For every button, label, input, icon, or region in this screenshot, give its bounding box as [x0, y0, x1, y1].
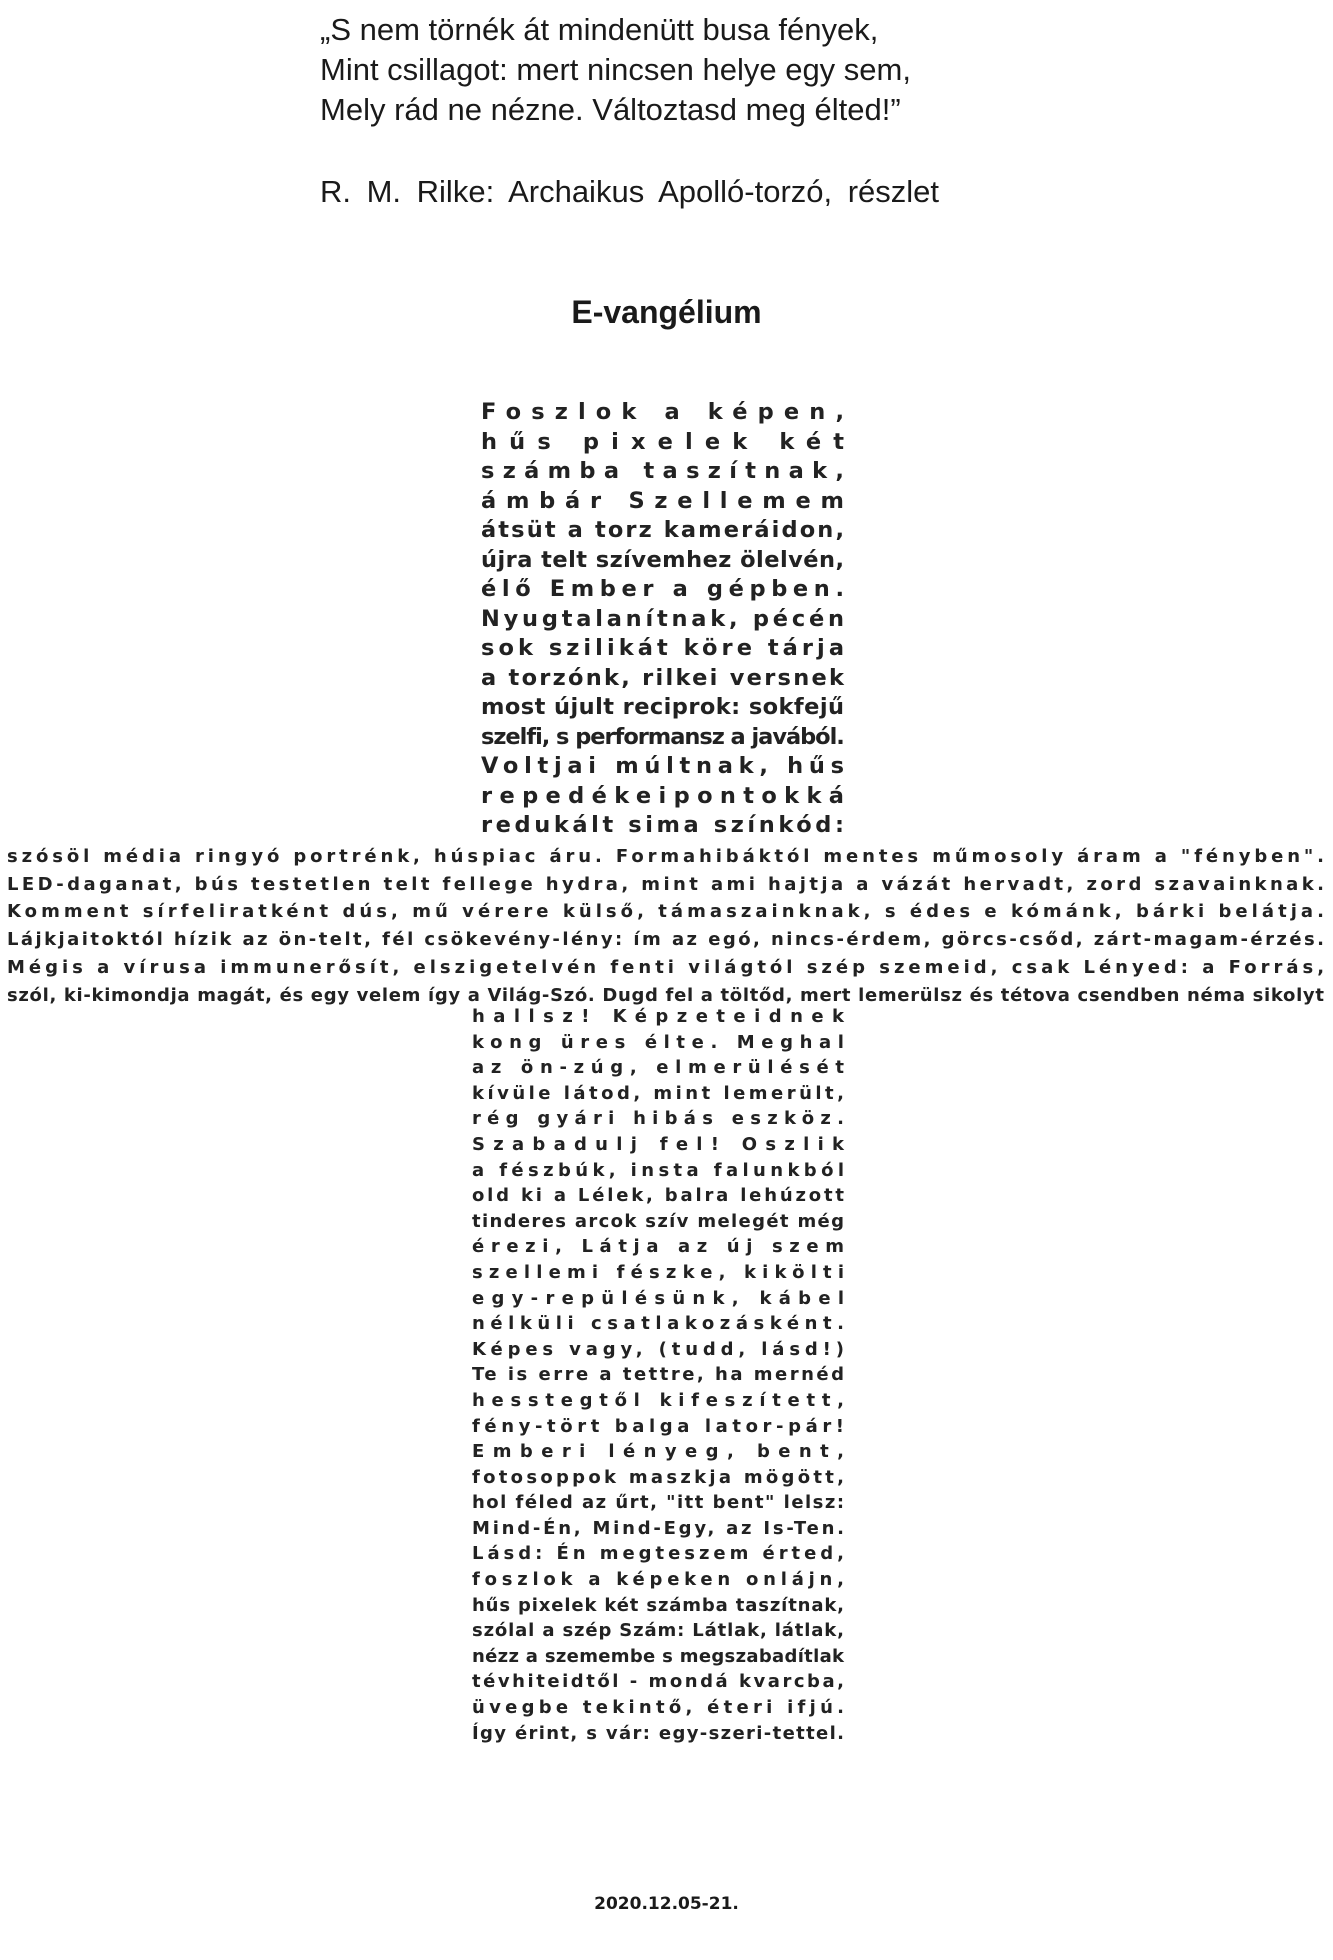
- poem-line: Így érint, s vár: egy-szeri-tettel.: [472, 1722, 846, 1744]
- poem-line: átsüt a torz kameráidon,: [481, 517, 847, 543]
- poem-line: Lájkjaitoktól hízik az ön-telt, fél csökevény-lény: ím az egó, nincs-érdem, görcs-csőd, zárt-magam-érzés.: [7, 929, 1327, 951]
- poem-line: Szabadulj fel! Oszlik: [472, 1133, 853, 1155]
- poem-line: tinderes arcok szív melegét még: [472, 1210, 846, 1232]
- epigraph-line: Mely rád ne nézne. Változtasd meg élted!”: [320, 92, 901, 127]
- poem-date: 2020.12.05-21.: [594, 1894, 739, 1914]
- poem-line: egy-repülésünk, kábel: [472, 1287, 852, 1309]
- epigraph-quote: [320, 10, 1080, 130]
- poem-line: tévhiteidtől - mondá kvarcba,: [472, 1671, 847, 1693]
- poem-line: Képes vagy, (tudd, lásd!): [472, 1338, 849, 1360]
- poem-line: Foszlok a képen,: [481, 399, 855, 425]
- poem-line: szellemi fészke, kikölti: [472, 1261, 851, 1283]
- poem-line: szól, ki-kimondja magát, és egy velem így a Világ-Szó. Dugd fel a töltőd, mert lemerülsz és tétova csendben néma sikolyt: [7, 984, 1325, 1006]
- poem-line: hűs pixelek két: [481, 428, 857, 455]
- poem-line: az ön-zúg, elmerülését: [472, 1057, 851, 1079]
- poem-line: a fészbúk, insta falunkból: [472, 1159, 849, 1181]
- poem-line: hesstegtől kifeszített,: [472, 1389, 851, 1411]
- poem-title: E-vangélium: [571, 294, 762, 330]
- poem-top-block: [481, 398, 857, 841]
- poem-bottom-block: [472, 1004, 853, 1746]
- poem-line: Komment sírfeliratként dús, mű vérere külső, támaszainknak, s édes e kómánk, bárki belátja.: [7, 901, 1329, 923]
- poem-line: szelfi, s performansz a javából.: [481, 723, 844, 750]
- poem-line: hűs pixelek két számba taszítnak,: [472, 1594, 845, 1616]
- poem-line: számba taszítnak,: [481, 458, 853, 484]
- poem-line: nélküli csatlakozásként.: [472, 1313, 850, 1335]
- poem-line: old ki a Lélek, balra lehúzott: [472, 1185, 847, 1207]
- poem-line: ámbár Szellemem: [481, 487, 854, 514]
- poem-wide-block: [7, 843, 1329, 1009]
- poem-line: Mégis a vírusa immunerősít, elszigetelvén fenti világtól szép szemeid, csak Lényed: a Forrás,: [7, 956, 1329, 978]
- poem-line: nézz a szemembe s megszabadítlak: [472, 1645, 845, 1667]
- poem-line: hol féled az űrt, "itt bent" lelsz:: [472, 1492, 846, 1514]
- poem-line: rég gyári hibás eszköz.: [472, 1108, 851, 1130]
- poem-line: érezi, Látja az új szem: [472, 1236, 851, 1258]
- epigraph-attribution: R. M. Rilke: Archaikus Apolló-torzó, részlet: [320, 174, 940, 209]
- poem-line: a torzónk, rilkei versnek: [481, 664, 847, 691]
- poem-line: Voltjai múltnak, hűs: [481, 753, 850, 779]
- poem-line: repedékeipontokká: [481, 782, 852, 809]
- poem-line: Te is erre a tettre, ha mernéd: [472, 1364, 847, 1386]
- poem-line: Nyugtalanítnak, pécén: [481, 605, 848, 632]
- poem-line: most újult reciprok: sokfejű: [481, 694, 845, 720]
- poem-line: LED-daganat, bús testetlen telt fellege hydra, mint ami hajtja a vázát hervadt, zord szavainknak.: [7, 873, 1328, 895]
- epigraph-line: Mint csillagot: mert nincsen helye egy sem,: [320, 52, 911, 87]
- poem-line: szólal a szép Szám: Látlak, látlak,: [472, 1620, 845, 1642]
- poem-line: sok szilikát köre tárja: [481, 635, 849, 661]
- poem-line: fotosoppok maszkja mögött,: [472, 1466, 848, 1488]
- poem-line: foszlok a képeken onlájn,: [472, 1569, 849, 1591]
- epigraph-line: „S nem törnék át mindenütt busa fények,: [320, 12, 879, 47]
- poem-line: Mind-Én, Mind-Egy, az Is-Ten.: [472, 1517, 847, 1539]
- poem-line: redukált sima színkód:: [481, 812, 848, 838]
- poem-line: szósöl média ringyó portrénk, húspiac áru. Formahibáktól mentes műmosoly áram a "fényben".: [7, 846, 1328, 867]
- poem-line: kívüle látod, mint lemerült,: [472, 1082, 848, 1104]
- poem-line: kong üres élte. Meghal: [472, 1031, 851, 1053]
- poem-line: élő Ember a gépben.: [481, 576, 850, 602]
- poem-line: üvegbe tekintő, éteri ifjú.: [472, 1697, 849, 1719]
- poem-line: fény-tört balga lator-pár!: [472, 1415, 849, 1437]
- poem-line: Emberi lényeg, bent,: [472, 1441, 853, 1463]
- poem-line: újra telt szívemhez ölelvén,: [481, 546, 845, 573]
- poem-line: Lásd: Én megteszem érted,: [472, 1543, 848, 1565]
- poem-line: hallsz! Képzeteidnek: [472, 1006, 853, 1027]
